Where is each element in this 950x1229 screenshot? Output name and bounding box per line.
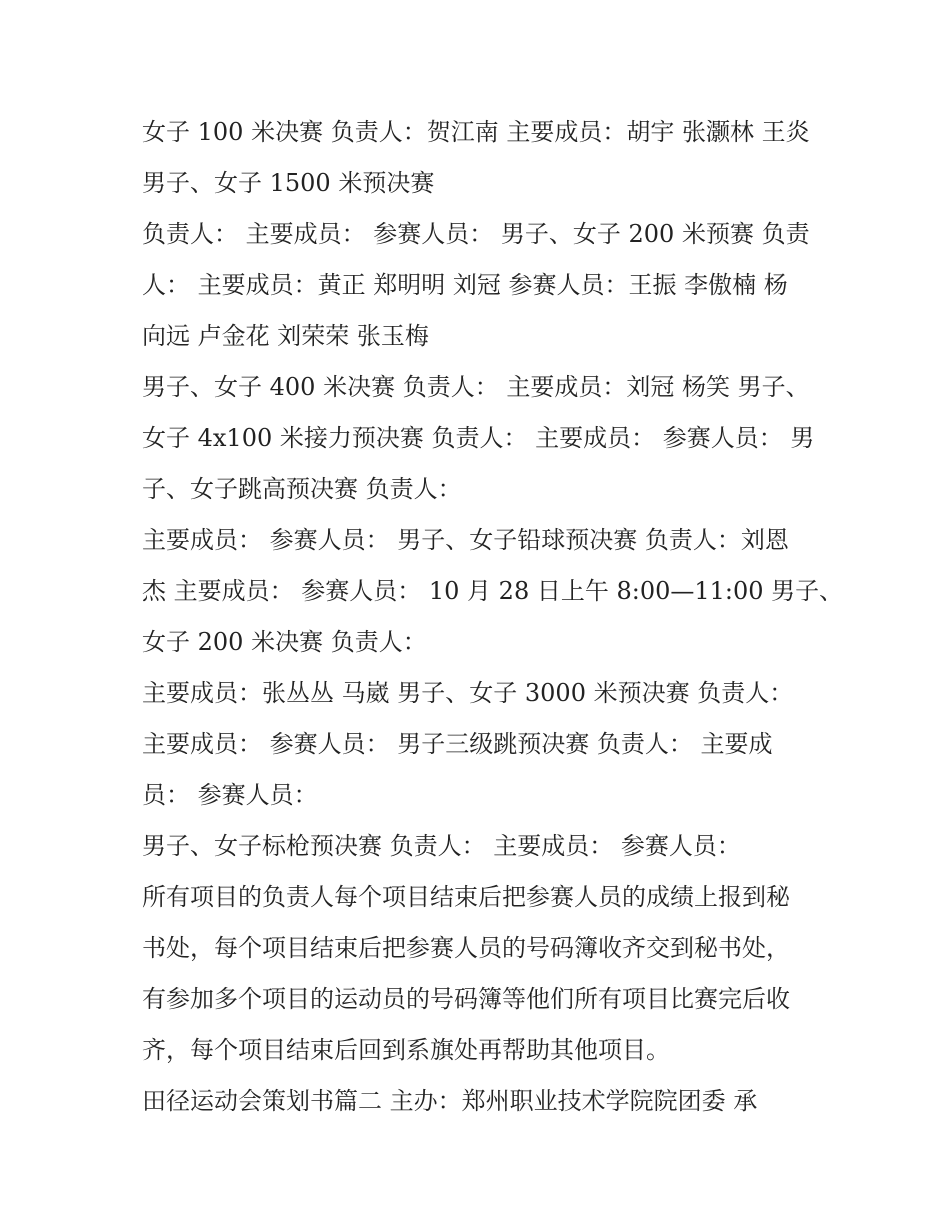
text-line: 向远 卢金花 刘荣荣 张玉梅 xyxy=(142,322,429,350)
text-line: 女子 4x100 米接力预决赛 负责人： 主要成员： 参赛人员： 男 xyxy=(142,424,815,452)
text-line: 杰 主要成员： 参赛人员： 10 月 28 日上午 8:00—11:00 男子、 xyxy=(142,577,844,605)
text-line: 子、女子跳高预决赛 负责人： xyxy=(142,475,462,503)
text-line: 主要成员：张丛丛 马崴 男子、女子 3000 米预决赛 负责人： xyxy=(142,679,794,707)
text-line: 齐，每个项目结束后回到系旗处再帮助其他项目。 xyxy=(142,1036,670,1064)
text-line: 男子、女子 1500 米预决赛 xyxy=(142,169,435,197)
text-line: 男子、女子 400 米决赛 负责人： 主要成员：刘冠 杨笑 男子、 xyxy=(142,373,810,401)
text-line: 主要成员： 参赛人员： 男子三级跳预决赛 负责人： 主要成 xyxy=(142,730,773,758)
text-line: 所有项目的负责人每个项目结束后把参赛人员的成绩上报到秘 xyxy=(142,883,790,911)
text-line: 主要成员： 参赛人员： 男子、女子铅球预决赛 负责人：刘恩 xyxy=(142,526,789,554)
text-line: 员： 参赛人员： xyxy=(142,781,318,809)
text-line: 田径运动会策划书篇二 主办：郑州职业技术学院院团委 承 xyxy=(142,1087,758,1115)
text-line: 女子 100 米决赛 负责人：贺江南 主要成员：胡宇 张灏林 王炎 xyxy=(142,118,810,146)
text-line: 人： 主要成员：黄正 郑明明 刘冠 参赛人员：王振 李傲楠 杨 xyxy=(142,271,788,299)
text-line: 书处，每个项目结束后把参赛人员的号码簿收齐交到秘书处， xyxy=(142,934,790,962)
text-line: 男子、女子标枪预决赛 负责人： 主要成员： 参赛人员： xyxy=(142,832,741,860)
document-body xyxy=(142,107,844,1127)
text-line: 有参加多个项目的运动员的号码簿等他们所有项目比赛完后收 xyxy=(142,985,790,1013)
text-line: 负责人： 主要成员： 参赛人员： 男子、女子 200 米预赛 负责 xyxy=(142,220,810,248)
text-line: 女子 200 米决赛 负责人： xyxy=(142,628,427,656)
